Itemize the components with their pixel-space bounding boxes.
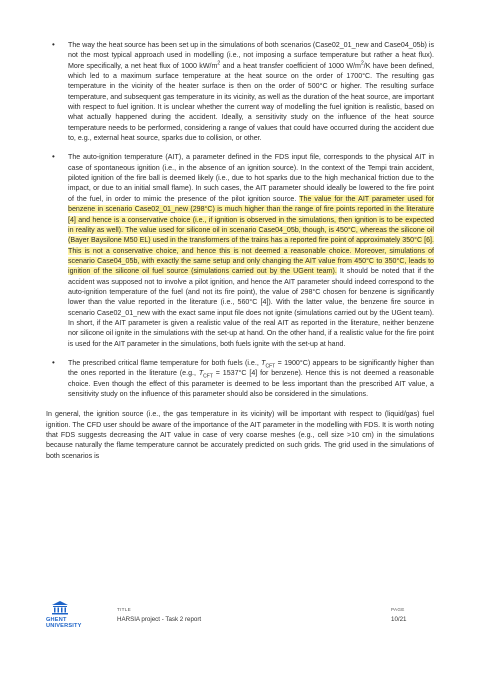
list-item [46,40,434,143]
report-body [46,40,434,461]
bullet-text: The prescribed critical flame temperature for both fuels (i.e., [68,358,262,367]
page-footer [46,601,434,641]
bullet-text: = 1900°C) appears to be significantly higher than the ones reported in the literature (e.g., [68,358,434,378]
bullet-text: Hence this is not deemed a reasonable choice. Even though the effect of this parameter is deemed to be less important than the prescribed AIT value, a sensitivity study on the influence of this parameter should also be considered in the simulations. [68,369,434,398]
math-subscript: CFT [203,373,213,380]
superscript: 2 [360,60,364,67]
page-number: 10/21 [391,616,407,623]
building-icon [52,601,68,615]
bullet-text: The way the heat source has been set up in the simulations of both scenarios (Case02_01_new and Case04_05b) is not the most typical approach used in modelling (i.e., not imposing a surface temperature but rather a heat flux). More specifically, a net heat flux of 1000 kW/m [68,41,434,70]
superscript: 2 [217,60,221,67]
math-subscript: CFT [265,363,276,370]
logo-line: GHENT [46,617,67,623]
highlighted-text: The value for the AIT parameter used for benzene in scenario Case02_01_new (298°C) is much higher than the range of fire points reported in the literature [4] and hence is a conservative choice (i.e., if ignition is observed in the simulations, then ignition is to be expected in reality as well). The value used for silicone oil in scenario Case04_05b, though, is 450°C, whereas the silicone oil (Bayer Baysilone M50 EL) used in the transformers of the trains has a reported fire point of approximately 350°C [6]. This is not a conservative choice, and hence this is not deemed a reasonable choice. Moreover, simulations of scenario Case04_05b, with exactly the same setup and only changing the AIT value from 450°C to 350°C, leads to ignition of the silicone oil fuel source (simulations carried out by the UGent team). [68,194,435,276]
university-logo [46,601,86,630]
math-symbol: T [198,369,204,378]
page-label: PAGE [391,607,405,612]
title-label: TITLE [117,607,132,612]
title-value: HARSIA project - Task 2 report [117,616,202,623]
logo-line: UNIVERSITY [46,623,82,630]
bullet-text: = 1537°C [4] for benzene). [212,369,303,378]
bullet-text: It should be noted that if the accident was supposed not to involve a pilot ignition, and hence the AIT parameter should indeed correspond to the auto-ignition temperature of the fuel (and not its fire point), the value of 298°C chosen for benzene is significantly lower than the value reported in the literature (i.e., 560°C [4]). With the latter value, the benzene fire source in scenario Case02_01_new with the exact same input file does not ignite (simulations carried out by the UGent team). In short, if the AIT parameter is given a realistic value of the real AIT as reported in the literature, neither benzene nor silicone oil ignite in the simulations with the set-up at hand. On the other hand, if a realistic value for the fire point is used for the AIT parameter in the simulations, both fuels ignite with the set-up at hand. [68,267,434,348]
bullet-text: /K have been defined, which led to a maximum surface temperature at the heat source on the order of 1700°C. The resulting gas temperature in the vicinity of the heater surface is then on the order of 500°C or higher. The resulting surface temperature, and subsequent gas temperature in its vicinity, as well as the duration of the heat source, are important with respect to fuel ignition. It is unclear whether the current way of modelling the fuel ignition is realistic, based on what actually happened during the accident. Ideally, a sensitivity study on the influence of the heat source temperature needs to be performed, considering a range of values that could have occurred during the accident due to, e.g., external heat source, sparks due to collision, or other. [68,61,434,143]
closing-paragraph: In general, the ignition source (i.e., the gas temperature in its vicinity) will be important with respect to (liquid/gas) fuel ignition. The CFD user should be aware of the importance of the AIT parameter in the modelling with FDS. It is worth noting that FDS suggests decreasing the AIT value in case of very coarse meshes (e.g., cell size >10 cm) in the simulations because naturally the flame temperature cannot be accurately predicted on such grids. The grid used in the simulations of both scenarios is [46,410,434,460]
math-symbol: T [261,358,266,367]
bullet-text: and a heat transfer coefficient of 1000 W/m [220,61,361,70]
bullet-text: The auto-ignition temperature (AIT), a parameter defined in the FDS input file, corresponds to the physical AIT in case of spontaneous ignition (i.e., in the absence of an ignition source). In the context of the Tempi train accident, piloted ignition of the fire ball is deemed likely (i.e., due to hot sparks due to the high mechanical friction due to the impact, or due to an initial small flame). In such cases, the AIT parameter should ideally be lowered to the fire point of the fuel, in order to mimic the presence of the pilot ignition source. [68,153,434,203]
list-item [46,358,434,399]
list-item [46,152,434,349]
